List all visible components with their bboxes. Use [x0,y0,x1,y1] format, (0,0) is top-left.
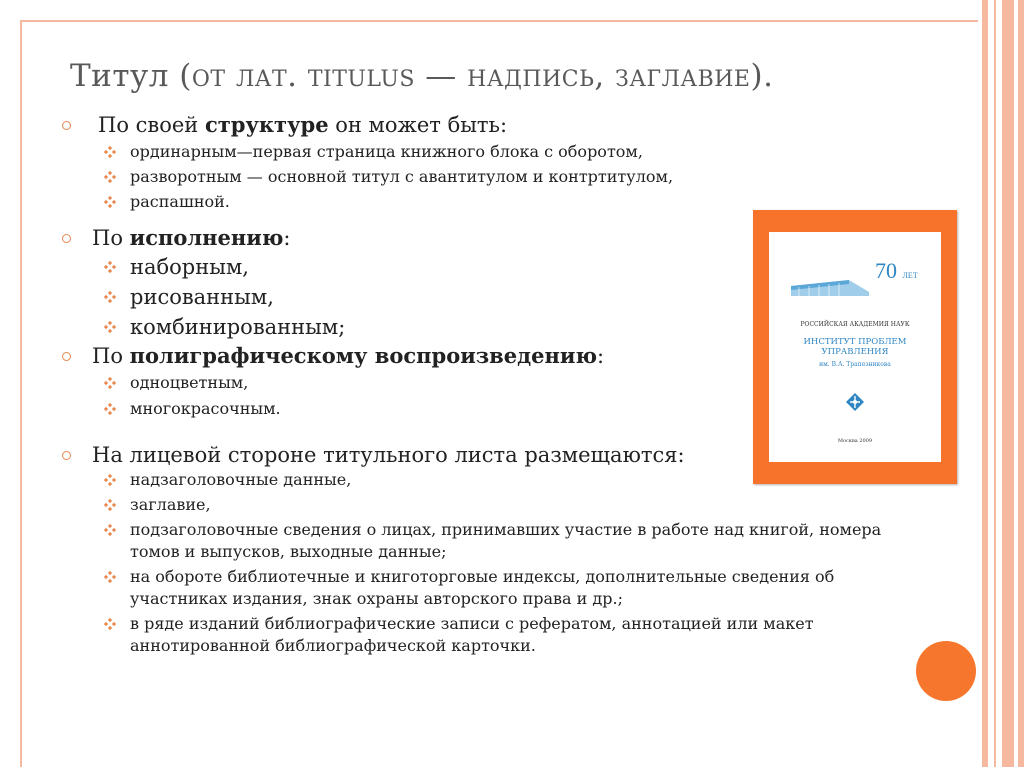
circle-bullet-icon [62,451,71,460]
list-item: комбинированным; [62,312,892,342]
institute-named-after: им. В.А. Трапезникова [819,361,891,368]
section-keyword: структуре [204,112,329,137]
list-item: заглавие, [62,494,884,516]
right-stripe [1018,0,1024,767]
section-text: По [92,344,130,368]
diamond-bullet-icon [104,377,116,389]
anniversary-word: ЛЕТ [902,271,918,280]
list-item: распашной. [62,191,892,213]
sublist [62,469,884,657]
section-text: : [596,344,605,368]
section-text: : [283,226,291,250]
title-prefix: Титул ( [70,58,192,94]
circle-bullet-icon [62,234,71,243]
section-keyword: полиграфическому воспроизведению [129,343,597,368]
circle-bullet-icon [62,352,71,361]
book-cover-image [753,210,957,484]
anniversary-label [875,258,918,284]
institute-line: ИНСТИТУТ ПРОБЛЕМ [803,337,907,347]
book-cover-page [769,232,941,462]
list-item: одноцветным, [62,372,892,394]
list-item: подзаголовочные сведения о лицах, принимавших участие в работе над книгой, номера томов и выпусков, выходные данные; [62,519,884,563]
diamond-bullet-icon [104,571,116,583]
right-stripe [982,0,988,767]
frame-left-line [20,20,22,767]
diamond-bullet-icon [104,146,116,158]
diamond-bullet-icon [104,499,116,511]
diamond-bullet-icon [104,618,116,630]
building-icon [789,276,871,298]
decorative-circle [916,641,976,701]
slide-title [70,58,773,94]
section-text: он может быть: [328,113,508,137]
section-structure [62,112,892,213]
section-text: По своей [98,113,205,137]
institute-name [769,337,941,357]
academy-name: РОССИЙСКАЯ АКАДЕМИЯ НАУК [800,321,910,328]
diamond-bullet-icon [104,321,116,333]
emblem-icon [845,392,865,412]
anniversary-number: 70 [875,258,897,283]
diamond-bullet-icon [104,524,116,536]
list-item: многокрасочным. [62,398,892,420]
list-item: в ряде изданий библиографические записи с рефератом, аннотацией или макет аннотированной библиографической карточки. [62,613,884,657]
diamond-bullet-icon [104,291,116,303]
publication-place-year: Москва 2009 [837,438,873,444]
title-rest: от лат. titulus — надпись, заглавие). [191,58,774,94]
list-item: разворотным — основной титул с авантитулом и контртитулом, [62,166,892,188]
section-keyword: исполнению [129,225,284,250]
list-item: ординарным—первая страница книжного блока с оборотом, [62,141,892,163]
diamond-bullet-icon [104,171,116,183]
frame-top-line [20,20,978,22]
list-item: рисованным, [62,282,892,312]
section-text: На лицевой стороне титульного листа размещаются: [92,443,685,467]
institute-line: УПРАВЛЕНИЯ [821,347,889,357]
diamond-bullet-icon [104,261,116,273]
section-text: По [92,226,130,250]
list-item: на обороте библиотечные и книготорговые индексы, дополнительные сведения об участниках издания, знак охраны авторского права и др.; [62,566,884,610]
diamond-bullet-icon [104,403,116,415]
diamond-bullet-icon [104,196,116,208]
list-item: наборным, [62,252,892,282]
right-stripe [994,0,996,767]
right-stripe [1002,0,1014,767]
diamond-bullet-icon [104,474,116,486]
circle-bullet-icon [62,121,71,130]
list-item: надзаголовочные данные, [62,469,884,491]
sublist [62,140,892,213]
